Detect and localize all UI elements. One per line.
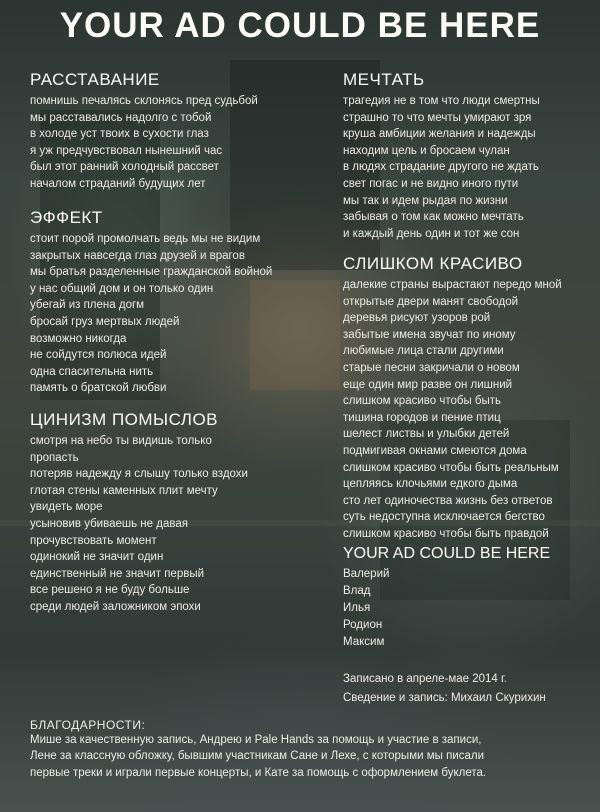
poem-line: забывая о том как можно мечтать [343, 211, 524, 224]
band-member: Влад [343, 585, 371, 597]
thanks-line: первые треки и играли первые концерты, и Кате за помощь с оформлением буклета. [30, 766, 487, 779]
band-member: Максим [343, 636, 385, 648]
thanks-line: Мише за качественную запись, Андрею и Pale Hands за помощь и участие в записи, [30, 734, 482, 746]
poem-title: МЕЧТАТЬ [343, 70, 425, 89]
mixing-credit: Сведение и запись: Михаил Скурихин [343, 692, 546, 704]
poem-line: подмигивая окнами смеются дома [343, 444, 527, 457]
poem-line: увидеть море [30, 501, 103, 514]
poem-slishkom-krasivo [343, 254, 562, 543]
band-credits [343, 545, 550, 651]
poem-line: шелест листвы и улыбки детей [343, 428, 510, 441]
poem-line: и каждый день один и тот же сон [343, 227, 520, 240]
poem-line: забытые имена звучат по иному [343, 328, 516, 341]
poem-line: стоит порой промолчать ведь мы не видим [30, 233, 261, 245]
poem-line: суть недоступна исключается бегство [343, 511, 545, 524]
band-member: Родион [343, 619, 383, 631]
poem-line: глотая стены каменных плит мечту [30, 484, 218, 497]
poem-line: цепляясь клочьями едкого дыма [343, 478, 518, 491]
poem-line: слишком красиво чтобы быть реальным [343, 461, 559, 474]
poem-mechtat [343, 70, 540, 242]
poem-line: старые песни закричали о новом [343, 361, 520, 374]
poem-line: одна спасительна нить [30, 365, 154, 378]
poem-line: прочувствовать момент [30, 534, 157, 547]
recording-info [343, 670, 546, 708]
poem-line: в людях страдание другого не ждать [343, 161, 539, 174]
poem-line: возможно никогда [30, 332, 127, 345]
poem-line: у нас общий дом и он только один [30, 282, 214, 295]
poem-line: открытые двери манят свободой [343, 295, 519, 308]
poem-line: помнишь печалясь склонясь пред судьбой [30, 95, 258, 107]
thanks-line: Лене за классную обложку, бывшим участникам Сане и Лехе, с которыми мы писали [30, 750, 485, 763]
poem-line: далекие страны вырастают передо мной [343, 279, 562, 291]
poem-line: одинокий не значит один [30, 551, 164, 564]
poem-line: потеряв надежду я слышу только вздохи [30, 468, 248, 481]
poem-line: любимые лица стали другими [343, 345, 504, 358]
poem-line: круша амбиции желания и надежды [343, 128, 536, 141]
poem-line: деревья рисуют узоров рой [343, 312, 491, 325]
poem-line: мы братья разделенные гражданской войной [30, 266, 273, 279]
poem-line: сто лет одиночества жизнь без ответов [343, 494, 553, 507]
poem-line: еще один мир разве он лишний [343, 378, 513, 391]
poem-line: единственный не значит первый [30, 567, 205, 580]
poem-rasstavanie [30, 70, 258, 193]
page-title: YOUR AD COULD BE HERE [59, 6, 541, 45]
poem-line: слишком красиво чтобы быть [343, 395, 502, 408]
poem-line: страшно то что мечты умирают зря [343, 111, 532, 124]
poem-title: ЦИНИЗМ ПОМЫСЛОВ [30, 410, 219, 429]
poem-line: мы расставались надолго с тобой [30, 111, 212, 124]
poem-line: в холоде уст твоих в сухости глаз [30, 128, 209, 141]
poem-tsinizm-pomyslov [30, 410, 248, 616]
poem-line: усыновив убиваешь не давая [30, 517, 188, 530]
poem-line: был этот ранний холодный рассвет [30, 161, 219, 174]
thanks-section [30, 718, 486, 781]
poem-line: свет погас и не видно иного пути [343, 177, 519, 190]
band-member: Илья [343, 602, 371, 614]
recorded-date: Записано в апреле-мае 2014 г. [343, 673, 508, 685]
poem-line: среди людей заложником эпохи [30, 600, 201, 613]
poem-effekt [30, 208, 272, 397]
poem-line: не сойдутся полюса идей [30, 349, 167, 362]
poem-line: убегай из плена догм [30, 299, 145, 312]
poem-title: ЭФФЕКТ [30, 208, 103, 227]
thanks-title: БЛАГОДАРНОСТИ: [30, 718, 146, 732]
poem-line: память о братской любви [30, 382, 167, 395]
poem-line: смотря на небо ты видишь только [30, 435, 212, 447]
poem-line: все решено я не буду больше [30, 584, 190, 597]
poem-line: я уж предчувствовал нынешний час [30, 144, 223, 157]
poem-line: закрытых навсегда глаз друзей и врагов [30, 249, 245, 262]
poem-line: тишина городов и пение птиц [343, 411, 501, 424]
poem-line: бросай груз мертвых людей [30, 315, 180, 328]
band-member: Валерий [343, 568, 390, 580]
poem-line: слишком красиво чтобы быть правдой [343, 527, 549, 540]
poem-line: пропасть [30, 451, 79, 464]
poem-line: находим цель и бросаем чулан [343, 144, 510, 157]
credits-title: YOUR AD COULD BE HERE [343, 545, 551, 562]
poem-line: мы так и идем рыдая по жизни [343, 194, 508, 207]
poem-line: началом страданий будущих лет [30, 177, 206, 190]
poem-line: трагедия не в том что люди смертны [343, 95, 540, 107]
poem-title: СЛИШКОМ КРАСИВО [343, 254, 523, 273]
poem-title: РАССТАВАНИЕ [30, 70, 160, 89]
